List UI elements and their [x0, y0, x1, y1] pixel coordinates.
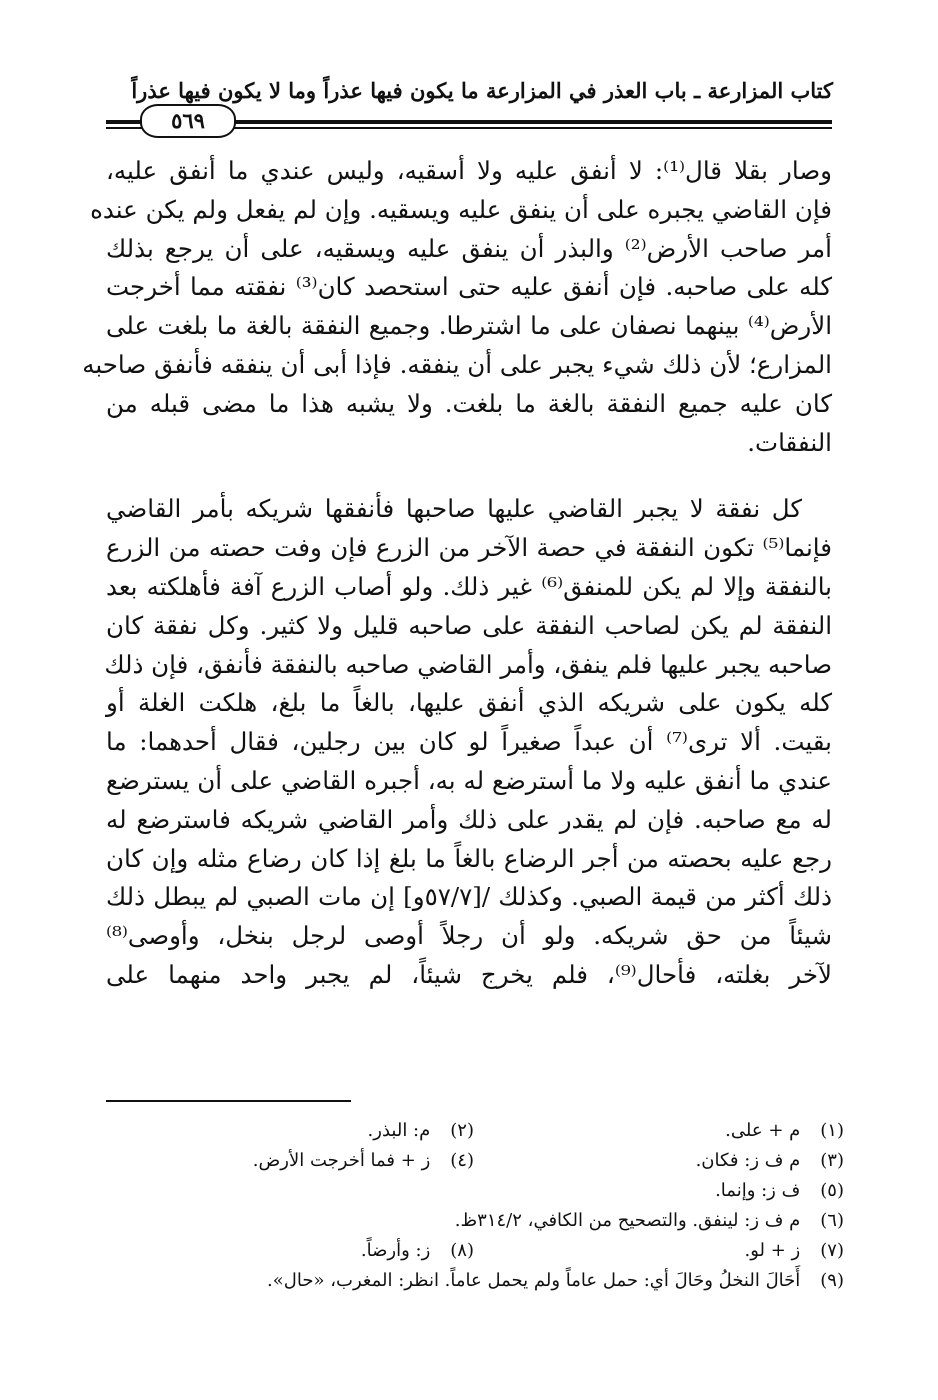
text-line: عندي ما أنفق عليه ولا ما أسترضع له به، أجبره القاضي على أن يسترضع — [106, 765, 832, 795]
footnote-number: (٩) — [820, 1270, 844, 1291]
text-line: فإنما⁽⁵⁾ تكون النفقة في حصة الآخر من الزرع فإن وفت حصته من الزرع — [106, 533, 832, 563]
footnote-text: ف ز: وإنما. — [715, 1180, 801, 1201]
footnote-7 — [474, 1236, 844, 1266]
footnote-number: (٢) — [450, 1120, 474, 1141]
footnote-number: (٧) — [820, 1240, 844, 1261]
footnote-9 — [267, 1266, 844, 1296]
footnote-row — [106, 1236, 844, 1266]
footnote-1 — [474, 1116, 844, 1146]
footnote-3 — [474, 1146, 844, 1176]
paragraph-2 — [106, 490, 832, 994]
text-line: ذلك أكثر من قيمة الصبي. وكذلك /[٥٧/٧و] إن مات الصبي لم يبطل ذلك — [106, 882, 832, 912]
text-line: له مع صاحبه. فإن لم يقدر على ذلك وأمر القاضي شريكه فاسترضع له — [106, 804, 832, 834]
footnote-number: (٦) — [820, 1210, 844, 1231]
footnote-text: م: البذر. — [367, 1120, 431, 1141]
text-line: كله على صاحبه. فإن أنفق عليه حتى استحصد كان⁽³⁾ نفقته مما أخرجت — [106, 272, 832, 302]
text-line: وصار بقلا قال⁽¹⁾: لا أنفق عليه ولا أسقيه، وليس عندي ما أنفق عليه، — [106, 156, 832, 185]
footnote-text: ز + فما أخرجت الأرض. — [252, 1150, 431, 1171]
text-line: بقيت. ألا ترى⁽⁷⁾ أن عبداً صغيراً لو كان بين رجلين، فقال أحدهما: ما — [106, 727, 832, 757]
text-line: النفقات. — [747, 427, 832, 457]
footnote-number: (٤) — [450, 1150, 474, 1171]
text-line: رجع عليه بحصته من أجر الرضاع بالغاً ما بلغ إذا كان رضاع مثله وإن كان — [106, 843, 832, 873]
text-line: الأرض⁽⁴⁾ بينهما نصفان على ما اشترطا. وجميع النفقة بالغة ما بلغت على — [106, 311, 832, 341]
body-text — [82, 152, 832, 995]
footnote-5 — [715, 1176, 844, 1206]
running-title: كتاب المزارعة ـ باب العذر في المزارعة ما يكون فيها عذراً وما لا يكون فيها عذراً — [131, 78, 833, 103]
footnote-row — [106, 1206, 844, 1236]
footnote-number: (٥) — [820, 1180, 844, 1201]
text-line: شيئاً من حق شريكه. ولو أن رجلاً أوصى لرجل بنخل، وأوصى⁽⁸⁾ — [106, 921, 832, 951]
text-line: فإن القاضي يجبره على أن ينفق عليه ويسقيه. وإن لم يفعل ولم يكن عنده — [90, 194, 832, 224]
text-line: كان عليه جميع النفقة بالغة ما بلغت. ولا يشبه هذا ما مضى قبله من — [106, 388, 832, 418]
footnote-rule — [106, 1100, 351, 1102]
footnote-text: م ف ز: لينفق. والتصحيح من الكافي، ٣١٤/٢ظ. — [454, 1210, 801, 1231]
footnote-8 — [361, 1236, 474, 1266]
paragraph-1 — [82, 152, 832, 462]
footnote-row — [106, 1266, 844, 1296]
footnote-number: (٣) — [820, 1150, 844, 1171]
footnotes — [106, 1116, 844, 1296]
footnote-number: (٨) — [450, 1240, 474, 1261]
page-number: ٥٦٩ — [140, 104, 236, 138]
text-line: كل نفقة لا يجبر القاضي عليها صاحبها فأنفقها شريكه بأمر القاضي — [106, 494, 802, 524]
footnote-text: ز: وأرضاً. — [360, 1240, 431, 1261]
footnote-row — [106, 1176, 844, 1206]
footnote-6 — [455, 1206, 844, 1236]
footnote-row — [106, 1116, 844, 1146]
footnote-row — [106, 1146, 844, 1176]
footnote-text: أَحَالَ النخلُ وحَالَ أي: حمل عاماً ولم يحمل عاماً. انظر: المغرب، «حال». — [267, 1270, 801, 1291]
text-line: أمر صاحب الأرض⁽²⁾ والبذر أن ينفق عليه ويسقيه، على أن يرجع بذلك — [106, 233, 832, 263]
text-line: النفقة لم يكن لصاحب النفقة على صاحبه قليل ولا كثير. وكل نفقة كان — [106, 610, 832, 640]
text-line: صاحبه يجبر عليها فلم ينفق، وأمر القاضي صاحبه بالنفقة فأنفق، فإن ذلك — [104, 649, 832, 679]
footnote-text: ز + لو. — [744, 1240, 801, 1261]
text-line: كله يكون على شريكه الذي أنفق عليها، بالغاً ما بلغ، هلكت الغلة أو — [106, 688, 832, 718]
footnote-2 — [368, 1116, 474, 1146]
text-line: لآخر بغلته، فأحال⁽⁹⁾، فلم يخرج شيئاً، لم يجبر واحد منهما على — [106, 959, 832, 989]
footnote-text: م + على. — [725, 1120, 801, 1141]
text-line: بالنفقة وإلا لم يكن للمنفق⁽⁶⁾ غير ذلك. ولو أصاب الزرع آفة فأهلكته بعد — [106, 571, 832, 601]
footnote-number: (١) — [820, 1120, 844, 1141]
footnote-4 — [253, 1146, 474, 1176]
text-line: المزارع؛ لأن ذلك شيء يجبر على أن ينفقه. فإذا أبى أن ينفقه فأنفق صاحبه — [82, 349, 832, 379]
footnote-text: م ف ز: فكان. — [695, 1150, 801, 1171]
